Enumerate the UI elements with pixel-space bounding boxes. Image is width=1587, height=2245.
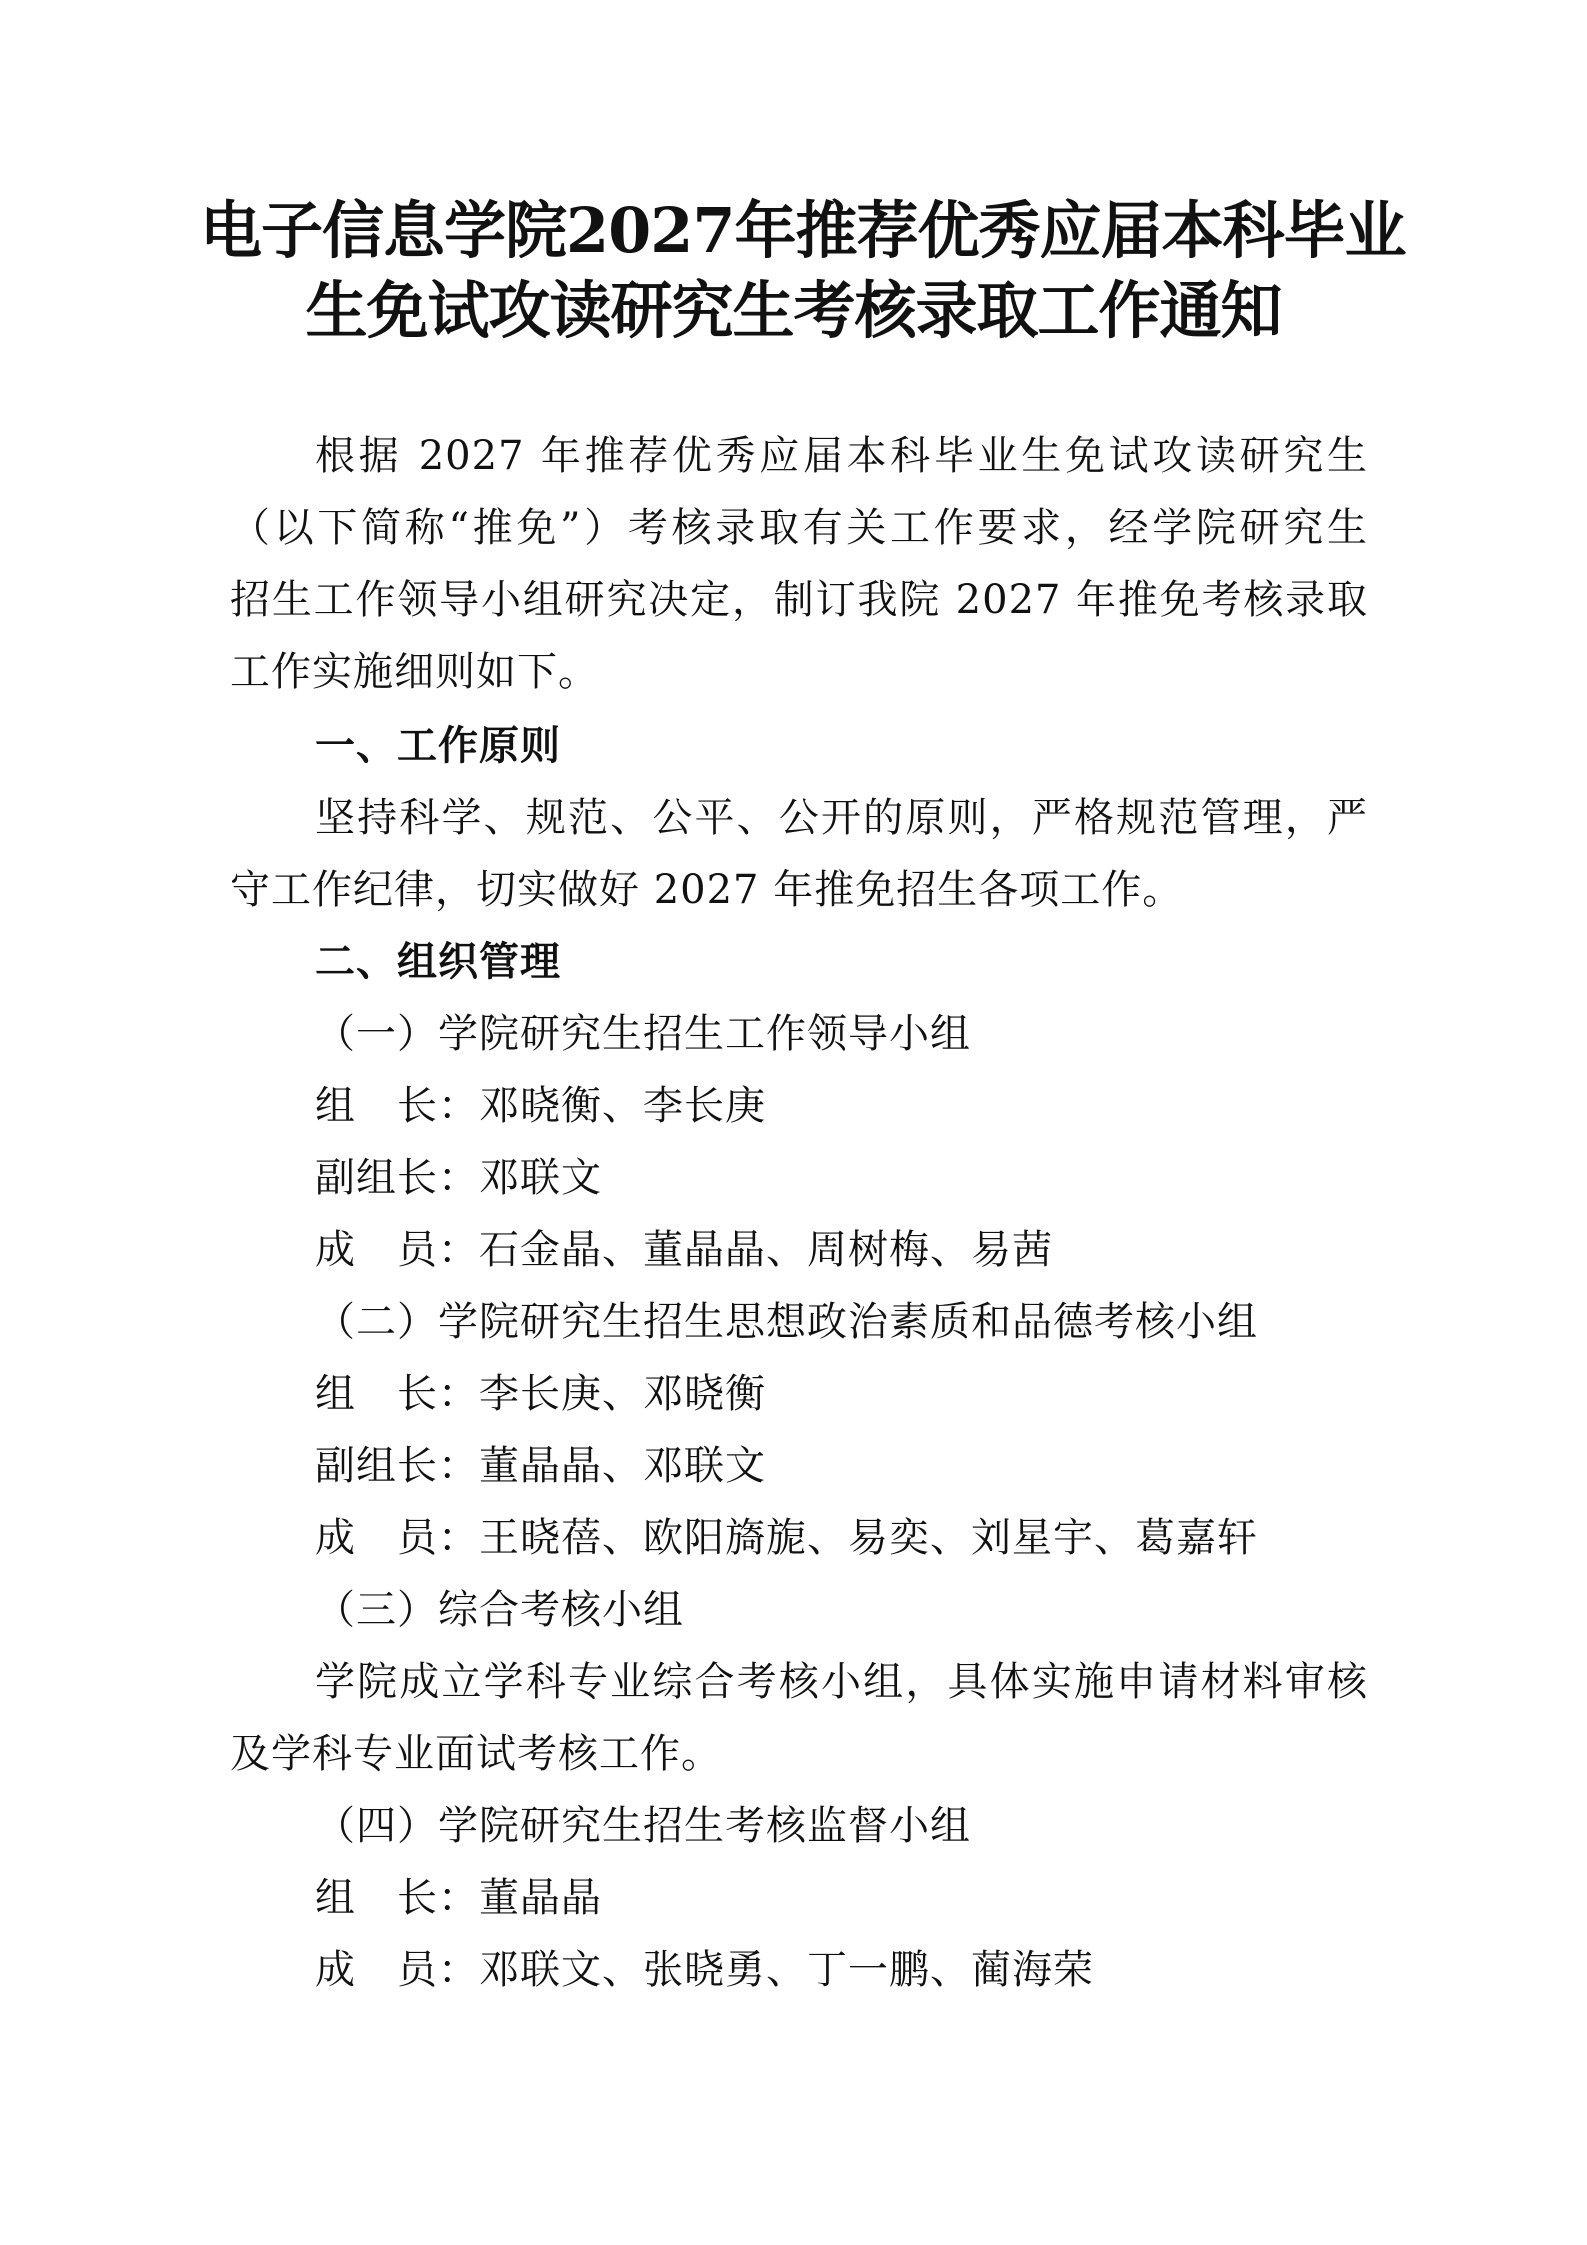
- group-2-members: 成 员：王晓蓓、欧阳旖旎、易奕、刘星宇、葛嘉轩: [315, 1515, 1258, 1561]
- group-1-deputy: 副组长：邓联文: [315, 1155, 602, 1201]
- group-4-members: 成 员：邓联文、张晓勇、丁一鹏、蔺海荣: [315, 1947, 1094, 1993]
- group-2-deputy: 副组长：董晶晶、邓联文: [315, 1443, 766, 1489]
- group-1-title: （一）学院研究生招生工作领导小组: [315, 1011, 971, 1057]
- intro-paragraph-line-4: 工作实施细则如下。: [230, 649, 599, 695]
- group-4-leader: 组 长：董晶晶: [315, 1875, 602, 1921]
- group-3-title: （三）综合考核小组: [315, 1587, 684, 1633]
- intro-paragraph-line-1: 根据 2027 年推荐优秀应届本科毕业生免试攻读研究生: [315, 433, 1368, 479]
- group-3-line-1: 学院成立学科专业综合考核小组，具体实施申请材料审核: [315, 1659, 1368, 1705]
- section-1-line-1: 坚持科学、规范、公平、公开的原则，严格规范管理，严: [315, 795, 1368, 841]
- intro-paragraph-line-2: （以下简称“推免”）考核录取有关工作要求，经学院研究生: [230, 505, 1368, 551]
- group-3-line-2: 及学科专业面试考核工作。: [230, 1731, 722, 1777]
- document-title-line-2: 生免试攻读研究生考核录取工作通知: [305, 274, 1282, 347]
- group-4-title: （四）学院研究生招生考核监督小组: [315, 1803, 971, 1849]
- group-1-leader: 组 长：邓晓衡、李长庚: [315, 1083, 766, 1129]
- section-1-heading: 一、工作原则: [315, 723, 561, 769]
- intro-paragraph-line-3: 招生工作领导小组研究决定，制订我院 2027 年推免考核录取: [230, 577, 1368, 623]
- section-1-line-2: 守工作纪律，切实做好 2027 年推免招生各项工作。: [230, 867, 1184, 913]
- section-2-heading: 二、组织管理: [315, 939, 561, 985]
- group-2-leader: 组 长：李长庚、邓晓衡: [315, 1371, 766, 1417]
- document-title-line-1: 电子信息学院2027年推荐优秀应届本科毕业: [200, 194, 1406, 267]
- group-1-members: 成 员：石金晶、董晶晶、周树梅、易茜: [315, 1227, 1053, 1273]
- group-2-title: （二）学院研究生招生思想政治素质和品德考核小组: [315, 1299, 1258, 1345]
